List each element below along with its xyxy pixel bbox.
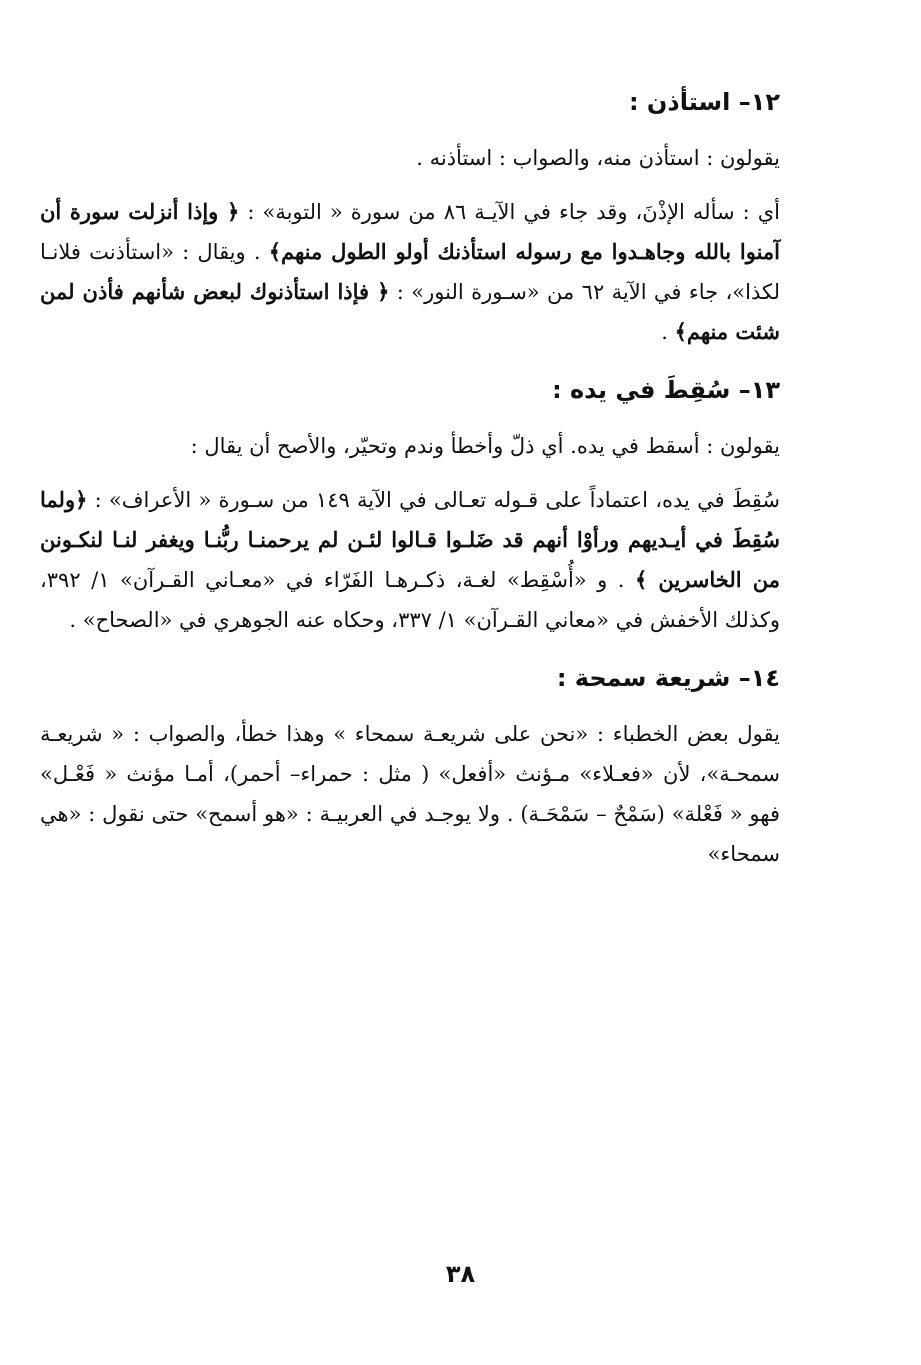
quran-quote: ﴿ وإذا أنزلت سورة أن آمنوا بالله وجاهـدوا مع رسوله استأذنك أولو الطول منهم﴾ <box>40 199 780 264</box>
paragraph-text: . ويقال : «استأذنت فلانـا لكذا»، جاء في الآية ٦٢ من «سـورة النور» : <box>40 240 780 304</box>
paragraph-text: سُقِطَ في يده، اعتماداً على قـوله تعـالى في الآية ١٤٩ من سـورة « الأعراف» : <box>87 488 780 512</box>
paragraph-text: . <box>661 320 675 344</box>
paragraph-text: يقول بعض الخطباء : «نحن على شريعـة سمحاء » وهذا خطأ، والصواب : « شريعـة سمحـة»، لأن «فعـلاء» مـؤنث «أفعل» ( مثل : حمراء– أحمر)، أمـا مؤنث « فَعْـل» فهو « فَعْلة» (سَمْحٌ – سَمْحَـة) . ولا يوجـد في العربيـة : «هو أسمح» حتى نقول : «هي سمحاء» <box>40 722 780 866</box>
paragraph <box>40 480 780 640</box>
quran-quote: ﴿ولما سُقِطَ في أيـديهم ورأوْا أنهم قد ضَلـوا قـالوا لئـن لم يرحمنـا ربُّنـا ويغفر لنـا لنكـونن من الخاسرين ﴾ <box>40 487 780 592</box>
paragraph-text: يقولون : استأذن منه، والصواب : استأذنه . <box>416 146 780 170</box>
paragraph-text: . و «أُسْقِط» لغـة، ذكـرهـا الفَرّاء في «معـاني القـرآن» ١/ ٣٩٢، وكذلك الأخفش في «معاني القـرآن» ١/ ٣٣٧، وحكاه عنه الجوهري في «الصحاح» . <box>40 568 780 632</box>
paragraph-text: أي : سأله الإذْنَ، وقد جاء في الآيـة ٨٦ من سورة « التوبة» : <box>239 200 781 224</box>
paragraph <box>40 426 780 466</box>
paragraph-text: يقولون : أسقط في يده. أي ذلّ وأخطأ وندم وتحيّر، والأصح أن يقال : <box>190 434 780 458</box>
text-column <box>40 78 780 888</box>
section-heading: ١٤– شريعة سمحة : <box>556 664 780 692</box>
paragraph <box>40 192 780 352</box>
section-heading: ١٣– سُقِطَ في يده : <box>552 376 780 404</box>
page-number: ٣٨ <box>445 1260 476 1288</box>
paragraph <box>40 138 780 178</box>
quran-quote: ﴿ فإذا استأذنوك لبعض شأنهم فأذن لمن شئت منهم﴾ <box>40 279 780 344</box>
section-heading: ١٢– استأذن : <box>628 88 780 116</box>
paragraph <box>40 714 780 874</box>
